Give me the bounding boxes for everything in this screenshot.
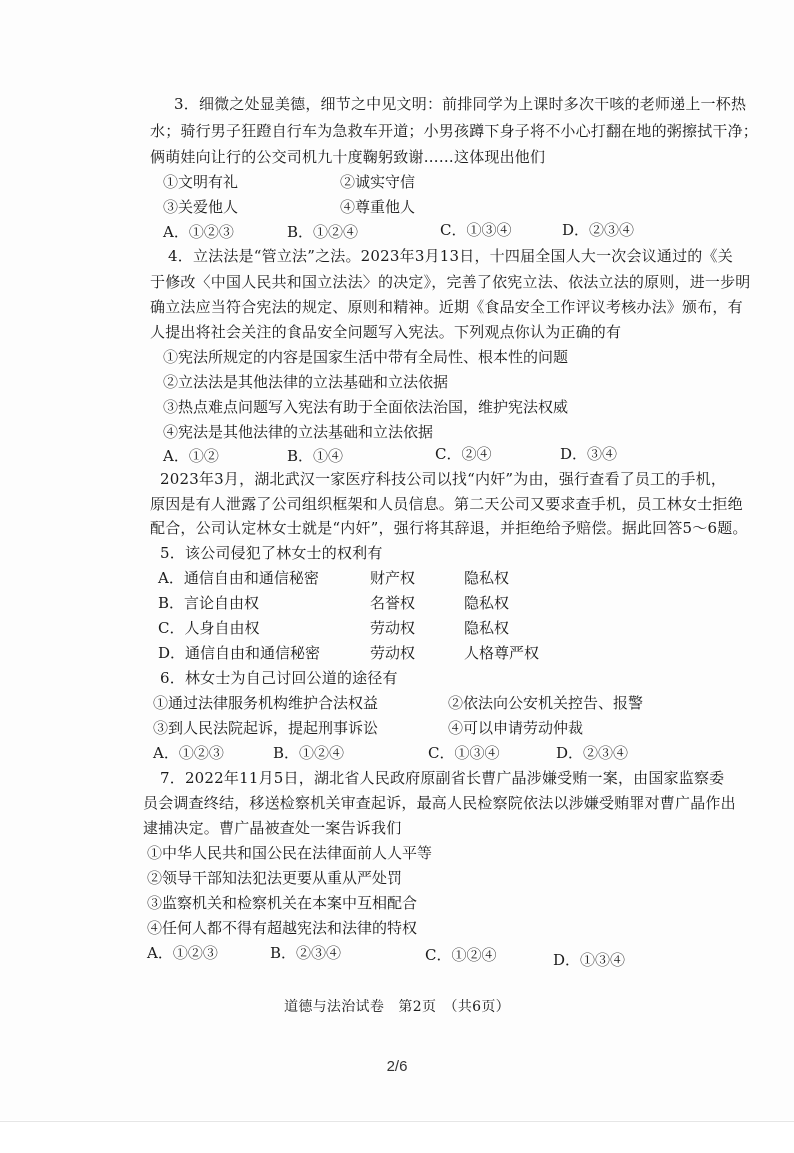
q4-choice-b: B．①④ [287,447,344,465]
q7-stem-line-2: 员会调查终结，移送检察机关审查起诉，最高人民检察院依法以涉嫌受贿罪对曹广晶作出 [143,794,736,812]
q4-item-4: ④宪法是其他法律的立法基础和立法依据 [163,423,434,441]
q6-stem: 6．林女士为自己讨回公道的途径有 [160,669,398,687]
q7-choice-b: B．②③④ [270,944,342,962]
q5-option-c-right-1: 劳动权 [370,619,416,637]
q5-option-a-right-1: 财产权 [370,569,416,587]
q4-choice-c: C．②④ [435,445,492,463]
q6-choice-b: B．①②④ [273,744,345,762]
q7-stem-line-3: 逮捕决定。曹广晶被查处一案告诉我们 [143,819,402,837]
q4-stem-line-3: 确立法应当符合宪法的规定、原则和精神。近期《食品安全工作评议考核办法》颁布，有 [150,298,743,316]
q4-item-2: ②立法法是其他法律的立法基础和立法依据 [163,373,449,391]
q3-choice-a: A．①②③ [163,223,234,241]
q4-choice-d: D．③④ [560,445,618,463]
q4-stem-line-1: 4．立法法是“管立法”之法。2023年3月13日，十四届全国人大一次会议通过的《关 [168,247,733,265]
q5-option-a-right-2: 隐私权 [464,569,510,587]
q4-item-3: ③热点难点问题写入宪法有助于全面依法治国，维护宪法权威 [163,398,569,416]
q5-option-b: B．言论自由权 [158,594,260,612]
q3-item-2: ②诚实守信 [340,173,416,191]
q6-item-1: ①通过法律服务机构维护合法权益 [153,694,379,712]
q5-option-a: A．通信自由和通信秘密 [158,569,319,587]
q4-choice-a: A．①② [163,447,219,465]
q7-item-4: ④任何人都不得有超越宪法和法律的特权 [147,919,418,937]
q6-item-3: ③到人民法院起诉，提起刑事诉讼 [153,719,379,737]
q6-item-4: ④可以申请劳动仲裁 [448,719,584,737]
q7-item-3: ③监察机关和检察机关在本案中互相配合 [147,894,418,912]
q7-choice-a: A．①②③ [147,944,218,962]
q7-choice-c: C．①②④ [425,946,497,964]
q3-item-3: ③关爱他人 [163,198,239,216]
material-line-2: 原因是有人泄露了公司组织框架和人员信息。第二天公司又要求查手机，员工林女士拒绝 [150,495,743,513]
q7-choice-d: D．①③④ [553,951,626,969]
q3-stem-line-3: 俩萌娃向让行的公交司机九十度鞠躬致谢……这体现出他们 [150,148,546,166]
q4-item-1: ①宪法所规定的内容是国家生活中带有全局性、根本性的问题 [163,348,569,366]
q6-choice-c: C．①③④ [428,744,500,762]
q3-choice-c: C．①③④ [440,221,512,239]
q3-choice-d: D．②③④ [562,221,635,239]
q3-item-4: ④尊重他人 [340,198,416,216]
q3-choice-b: B．①②④ [287,223,359,241]
q5-stem: 5．该公司侵犯了林女士的权利有 [160,544,383,562]
q3-stem-line-1: 3．细微之处显美德，细节之中见文明：前排同学为上课时多次干咳的老师递上一杯热 [174,95,747,113]
q5-option-c: C．人身自由权 [158,619,260,637]
q7-item-1: ①中华人民共和国公民在法律面前人人平等 [147,844,433,862]
q5-option-d-right-2: 人格尊严权 [464,644,540,662]
q3-stem-line-2: 水；骑行男子狂蹬自行车为急救车开道；小男孩蹲下身子将不小心打翻在地的粥擦拭干净； [150,122,759,140]
page-footer: 道德与法治试卷 第2页 （共6页） [284,999,510,1015]
q3-item-1: ①文明有礼 [163,173,239,191]
q7-item-2: ②领导干部知法犯法更要从重从严处罚 [147,869,403,887]
q6-choice-a: A．①②③ [153,744,224,762]
q6-item-2: ②依法向公安机关控告、报警 [448,694,644,712]
q6-choice-d: D．②③④ [556,744,629,762]
q5-option-c-right-2: 隐私权 [464,619,510,637]
bottom-divider [0,1121,794,1122]
q5-option-d-right-1: 劳动权 [370,644,416,662]
material-line-1: 2023年3月，湖北武汉一家医疗科技公司以找“内奸”为由，强行查看了员工的手机， [160,470,727,488]
q5-option-b-right-2: 隐私权 [464,594,510,612]
material-line-3: 配合，公司认定林女士就是“内奸”，强行将其辞退，并拒绝给予赔偿。据此回答5～6题。 [150,519,748,537]
q4-stem-line-2: 于修改〈中国人民共和国立法法〉的决定》，完善了依宪立法、依法立法的原则，进一步明 [150,273,751,291]
q5-option-b-right-1: 名誉权 [370,594,416,612]
q7-stem-line-1: 7．2022年11月5日，湖北省人民政府原副省长曹广晶涉嫌受贿一案，由国家监察委 [160,769,725,787]
q4-stem-line-4: 人提出将社会关注的食品安全问题写入宪法。下列观点你认为正确的有 [150,323,622,341]
q5-option-d: D．通信自由和通信秘密 [158,644,321,662]
page-counter: 2/6 [386,1058,408,1075]
